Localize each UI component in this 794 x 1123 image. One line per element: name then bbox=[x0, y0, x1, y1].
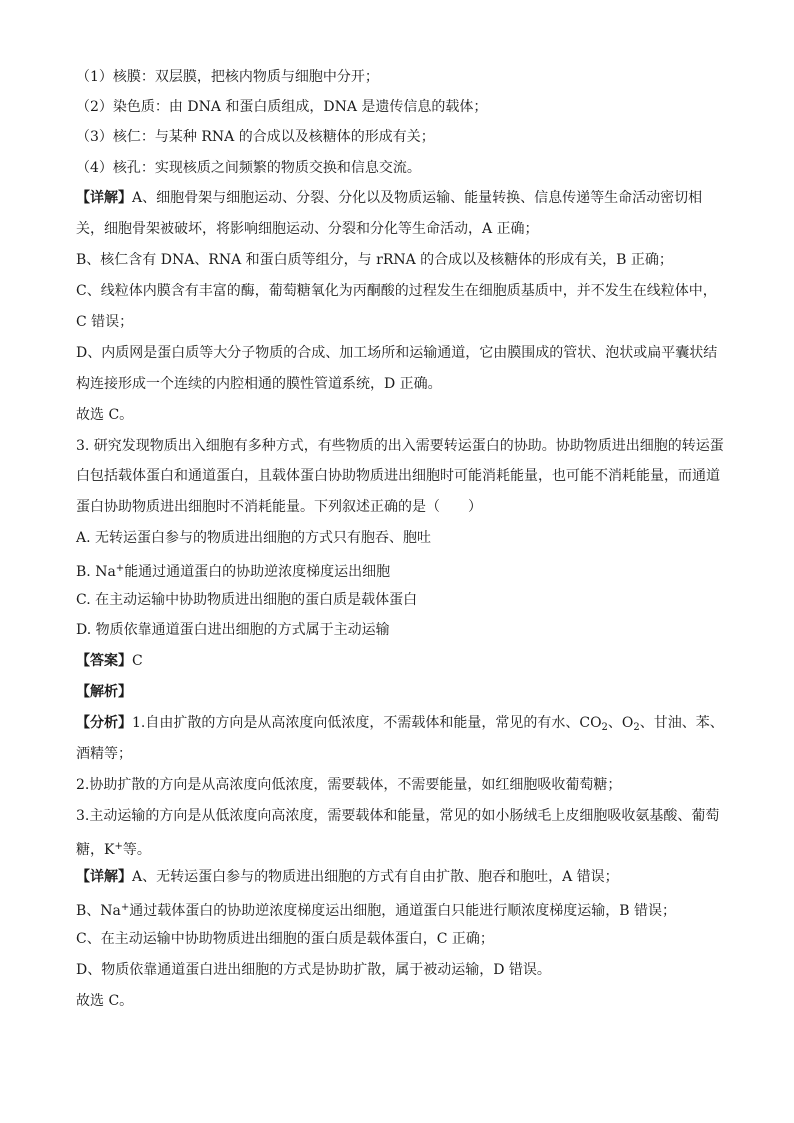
text-line bbox=[76, 344, 736, 362]
line-text: B、Na bbox=[76, 903, 121, 919]
subscript: 2 bbox=[633, 722, 640, 733]
line-text: B. Na bbox=[76, 564, 116, 580]
line-text: C bbox=[132, 653, 143, 669]
text-line bbox=[76, 220, 736, 238]
line-text: 故选 C。 bbox=[76, 407, 134, 423]
line-text: C 错误； bbox=[76, 314, 134, 330]
superscript: + bbox=[115, 563, 125, 574]
line-text: （2）染色质：由 DNA 和蛋白质组成，DNA 是遗传信息的载体； bbox=[76, 99, 488, 115]
line-text: D. 物质依靠通道蛋白进出细胞的方式属于主动运输 bbox=[76, 622, 390, 638]
line-text: 故选 C。 bbox=[76, 993, 134, 1009]
text-line bbox=[76, 313, 736, 331]
section-label: 【详解】 bbox=[76, 190, 132, 206]
line-text: D、内质网是蛋白质等大分子物质的合成、加工场所和运输通道，它由膜围成的管状、泡状或扁平囊状结 bbox=[76, 345, 718, 361]
superscript: + bbox=[114, 841, 123, 852]
text-line bbox=[76, 591, 736, 609]
text-line bbox=[76, 807, 736, 825]
line-text: （3）核仁：与某种 RNA 的合成以及核糖体的形成有关； bbox=[76, 129, 435, 145]
line-text: 酒精等； bbox=[76, 746, 132, 762]
text-line bbox=[76, 992, 736, 1010]
line-text: 蛋白协助物质进出细胞时不消耗能量。下列叙述正确的是（ ） bbox=[76, 499, 482, 515]
text-line bbox=[76, 714, 736, 737]
line-text: 1.自由扩散的方向是从高浓度向低浓度，不需载体和能量，常见的有水、CO bbox=[132, 715, 602, 731]
line-text-cont: 通过载体蛋白的协助逆浓度梯度运出细胞，通道蛋白只能进行顺浓度梯度运输，B 错误； bbox=[129, 903, 677, 919]
line-text: A、细胞骨架与细胞运动、分裂、分化以及物质运输、能量转换、信息传递等生命活动密切相 bbox=[132, 190, 703, 206]
line-text: 3. 研究发现物质出入细胞有多种方式，有些物质的出入需要转运蛋白的协助。协助物质进出细胞的转运蛋 bbox=[76, 438, 724, 454]
line-text: D、物质依靠通道蛋白进出细胞的方式是协助扩散，属于被动运输，D 错误。 bbox=[76, 962, 551, 978]
line-text: A、无转运蛋白参与的物质进出细胞的方式有自由扩散、胞吞和胞吐，A 错误； bbox=[132, 869, 619, 885]
subscript: 2 bbox=[601, 722, 608, 733]
line-text-cont: 、甘油、苯、 bbox=[639, 715, 724, 731]
line-text: 糖，K bbox=[76, 842, 115, 858]
text-line bbox=[76, 128, 736, 146]
text-line bbox=[76, 961, 736, 979]
text-line bbox=[76, 621, 736, 639]
line-text: A. 无转运蛋白参与的物质进出细胞的方式只有胞吞、胞吐 bbox=[76, 530, 432, 546]
line-text: 2.协助扩散的方向是从高浓度向低浓度，需要载体，不需要能量，如红细胞吸收葡萄糖； bbox=[76, 777, 622, 793]
section-label: 【解析】 bbox=[76, 684, 132, 700]
line-text: C、在主动运输中协助物质进出细胞的蛋白质是载体蛋白，C 正确； bbox=[76, 931, 494, 947]
line-text: 构连接形成一个连续的内腔相通的膜性管道系统，D 正确。 bbox=[76, 376, 442, 392]
text-line bbox=[76, 745, 736, 763]
text-line bbox=[76, 437, 736, 455]
text-line bbox=[76, 282, 736, 300]
line-text: 3.主动运输的方向是从低浓度向高浓度，需要载体和能量，常见的如小肠绒毛上皮细胞吸收氨基酸、葡萄 bbox=[76, 808, 720, 824]
line-text: C. 在主动运输中协助物质进出细胞的蛋白质是载体蛋白 bbox=[76, 592, 418, 608]
superscript: + bbox=[120, 902, 130, 913]
text-line bbox=[76, 159, 736, 177]
text-line bbox=[76, 838, 736, 859]
line-text: C、线粒体内膜含有丰富的酶，葡萄糖氧化为丙酮酸的过程发生在细胞质基质中，并不发生在线粒体中， bbox=[76, 283, 717, 299]
line-text: 白包括载体蛋白和通道蛋白，且载体蛋白协助物质进出细胞时可能消耗能量，也可能不消耗能量，而通道 bbox=[76, 468, 720, 484]
line-text: B、核仁含有 DNA、RNA 和蛋白质等组分，与 rRNA 的合成以及核糖体的形成有关，B 正确； bbox=[76, 252, 673, 268]
text-line bbox=[76, 98, 736, 116]
text-line bbox=[76, 529, 736, 547]
text-line bbox=[76, 560, 736, 581]
section-label: 【详解】 bbox=[76, 869, 132, 885]
line-text: （4）核孔：实现核质之间频繁的物质交换和信息交流。 bbox=[76, 160, 421, 176]
line-text: 关，细胞骨架被破坏，将影响细胞运动、分裂和分化等生命活动，A 正确； bbox=[76, 221, 539, 237]
text-line bbox=[76, 498, 736, 516]
text-line bbox=[76, 868, 736, 886]
text-line bbox=[76, 899, 736, 920]
line-text-cont: 、O bbox=[607, 715, 634, 731]
text-line bbox=[76, 776, 736, 794]
line-text-cont: 等。 bbox=[122, 842, 151, 858]
line-text-cont: 能通过通道蛋白的协助逆浓度梯度运出细胞 bbox=[124, 564, 391, 580]
text-line bbox=[76, 406, 736, 424]
section-label: 【答案】 bbox=[76, 653, 132, 669]
section-label: 【分析】 bbox=[76, 715, 132, 731]
text-line bbox=[76, 68, 736, 86]
line-text: （1）核膜：双层膜，把核内物质与细胞中分开； bbox=[76, 69, 379, 85]
text-line bbox=[76, 189, 736, 207]
text-line bbox=[76, 930, 736, 948]
text-line bbox=[76, 375, 736, 393]
text-line bbox=[76, 251, 736, 269]
text-line bbox=[76, 683, 736, 701]
text-line bbox=[76, 652, 736, 670]
text-line bbox=[76, 467, 736, 485]
